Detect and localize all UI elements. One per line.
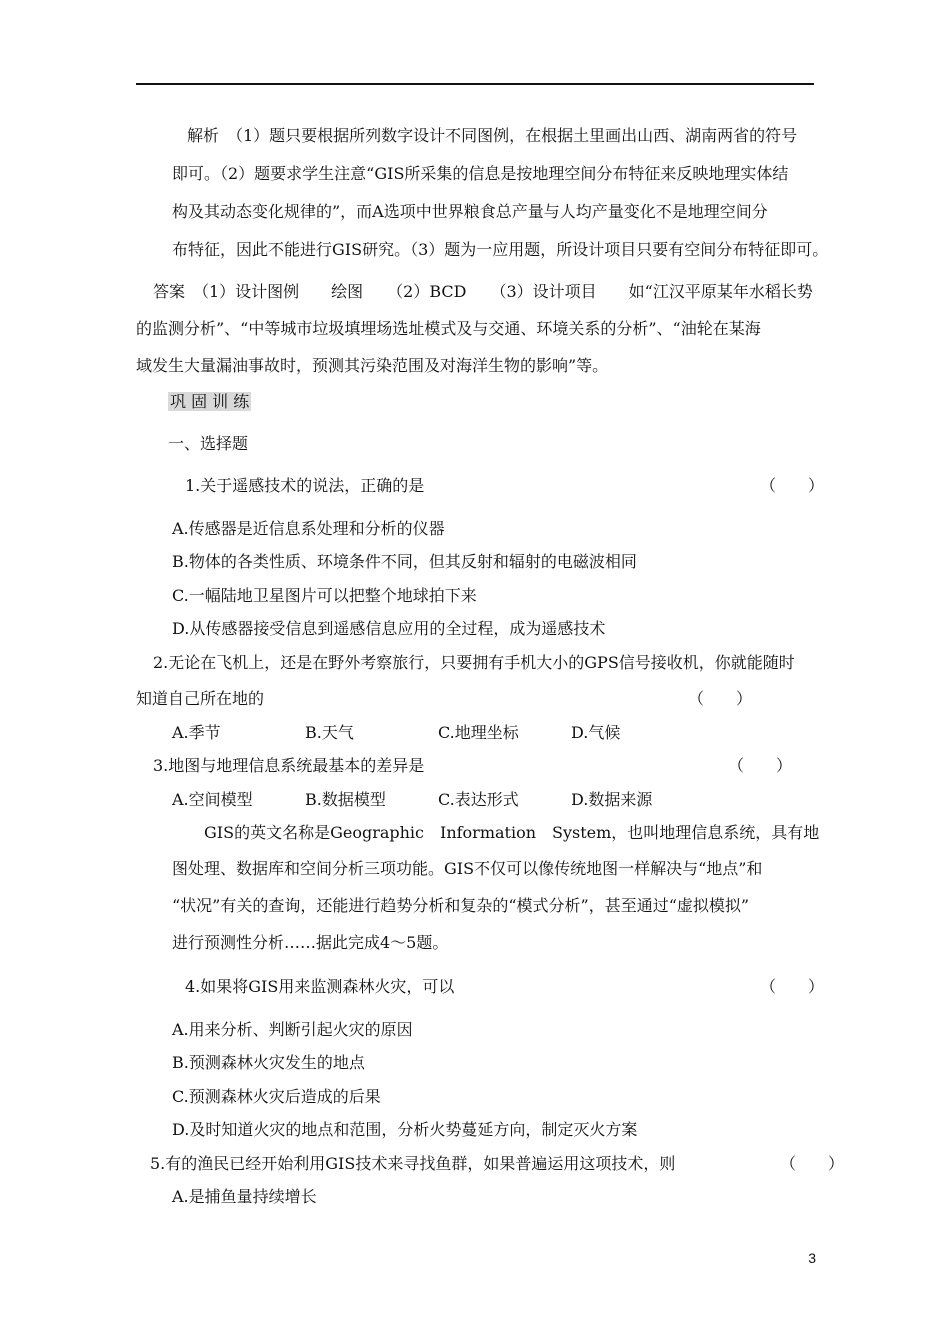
question-4-stem: 4.如果将GIS用来监测森林火灾，可以 <box>185 977 455 996</box>
question-2-option-d: D.气候 <box>571 723 621 742</box>
passage-line-1: GIS的英文名称是Geographic Information System，也叫地理信息系统，具有地 <box>204 823 820 842</box>
question-5-option-a: A.是捕鱼量持续增长 <box>172 1187 317 1206</box>
question-1-option-d: D.从传感器接受信息到遥感信息应用的全过程，成为遥感技术 <box>172 619 606 638</box>
question-3-option-d: D.数据来源 <box>571 790 653 809</box>
question-3-option-c: C.表达形式 <box>438 790 519 809</box>
question-4-option-c: C.预测森林火灾后造成的后果 <box>172 1087 381 1106</box>
question-2-stem-line-2: 知道自己所在地的 <box>136 689 265 708</box>
answer-line-1: 答案 （1）设计图例 绘图 （2）BCD （3）设计项目 如“江汉平原某年水稻长势 <box>153 282 813 301</box>
question-5-answer-blank: （ ） <box>780 1154 845 1173</box>
question-4-option-d: D.及时知道火灾的地点和范围，分析火势蔓延方向，制定灭火方案 <box>172 1120 638 1139</box>
passage-line-2: 图处理、数据库和空间分析三项功能。GIS不仅可以像传统地图一样解决与“地点”和 <box>172 859 763 878</box>
question-4-option-b: B.预测森林火灾发生的地点 <box>172 1053 365 1072</box>
question-1-option-a: A.传感器是近信息系处理和分析的仪器 <box>172 519 445 538</box>
question-4-answer-blank: （ ） <box>760 977 825 996</box>
analysis-line-1: 解析 （1）题只要根据所列数字设计不同图例，在根据土里画出山西、湖南两省的符号 <box>187 126 798 145</box>
page-number: 3 <box>808 1250 816 1266</box>
question-2-option-b: B.天气 <box>305 723 354 742</box>
passage-line-3: “状况”有关的查询，还能进行趋势分析和复杂的“模式分析”，甚至通过“虚拟模拟” <box>172 896 750 915</box>
question-1-option-c: C.一幅陆地卫星图片可以把整个地球拍下来 <box>172 586 477 605</box>
question-2-option-a: A.季节 <box>172 723 221 742</box>
answer-line-2: 的监测分析”、“中等城市垃圾填埋场选址模式及与交通、环境关系的分析”、“油轮在某海 <box>136 319 761 338</box>
analysis-line-4: 布特征，因此不能进行GIS研究。（3）题为一应用题，所设计项目只要有空间分布特征即可。 <box>172 240 829 259</box>
question-2-option-c: C.地理坐标 <box>438 723 519 742</box>
question-2-answer-blank: （ ） <box>688 689 753 708</box>
header-rule <box>136 83 814 85</box>
passage-line-4: 进行预测性分析……据此完成4～5题。 <box>172 933 449 952</box>
subsection-title: 一、选择题 <box>168 434 249 453</box>
question-3-option-a: A.空间模型 <box>172 790 253 809</box>
analysis-line-3: 构及其动态变化规律的”，而A选项中世界粮食总产量与人均产量变化不是地理空间分 <box>172 202 768 221</box>
question-1-answer-blank: （ ） <box>760 476 825 495</box>
question-4-option-a: A.用来分析、判断引起火灾的原因 <box>172 1020 413 1039</box>
question-3-option-b: B.数据模型 <box>305 790 386 809</box>
answer-line-3: 域发生大量漏油事故时，预测其污染范围及对海洋生物的影响”等。 <box>136 356 609 375</box>
question-3-stem: 3.地图与地理信息系统最基本的差异是 <box>153 756 425 775</box>
question-2-stem-line-1: 2.无论在飞机上，还是在野外考察旅行，只要拥有手机大小的GPS信号接收机，你就能随时 <box>153 653 795 672</box>
question-3-answer-blank: （ ） <box>728 756 793 775</box>
question-1-stem: 1.关于遥感技术的说法，正确的是 <box>185 476 425 495</box>
question-5-stem: 5.有的渔民已经开始利用GIS技术来寻找鱼群，如果普遍运用这项技术，则 <box>150 1154 676 1173</box>
analysis-line-2: 即可。（2）题要求学生注意“GIS所采集的信息是按地理空间分布特征来反映地理实体结 <box>172 164 789 183</box>
section-title: 巩 固 训 练 <box>170 392 250 411</box>
question-1-option-b: B.物体的各类性质、环境条件不同，但其反射和辐射的电磁波相同 <box>172 552 637 571</box>
